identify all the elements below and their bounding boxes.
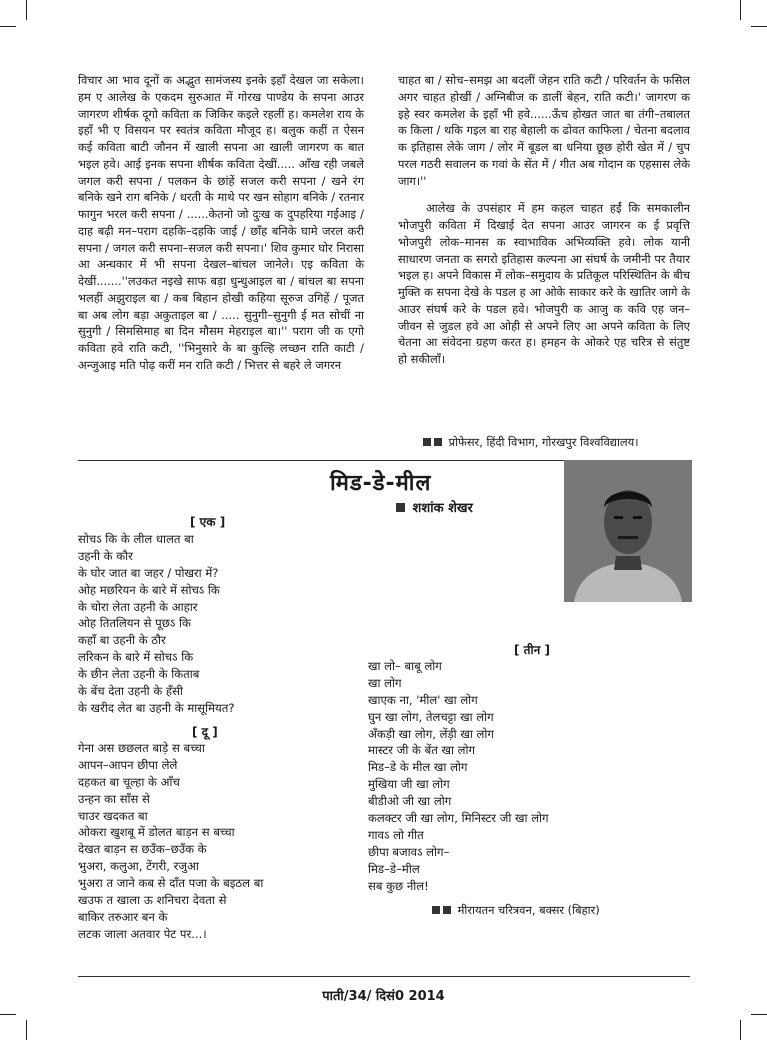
poem-line: खा लोग — [368, 675, 402, 690]
poem-line: घुन खा लोग, तेलचट्टा खा लोग — [368, 709, 494, 724]
square-bullet-icon — [432, 906, 440, 914]
crop-mark-bottom-right-h — [751, 1014, 767, 1015]
crop-mark-bottom-right — [740, 1020, 741, 1040]
poem-author — [396, 498, 473, 516]
poem-line: भुअरा, कलुआ, टेंगरी, रजुआ — [78, 859, 199, 874]
poem-address — [432, 903, 600, 918]
address-text: मीरायतन चरित्रवन, बक्सर (बिहार) — [457, 903, 600, 917]
portrait-illustration — [564, 460, 692, 602]
author-portrait-photo — [564, 460, 692, 602]
article-signature — [423, 435, 639, 450]
article-left-text: विचार आ भाव दूनों क अद्भुत सामंजस्य इनके इहाँ देखल जा सकेला। हम ए आलेख के एकदम सुरुआत में गोरख पाण्डेय के सपना आउर जागरण शीर्षक दूगो कविता क जिकिर कइले रहलीं ह। कमलेश राय के इहाँ भी ए विसयन पर स्वतंत्र कविता मौजूद ह। बलुक कहीं त ऐसन कई कविता बाटी जौनन में खाली सपना आ खाली जागरण क बात भइल हवे। आई इनक सपना शीर्षक कविता देखीं..... आँख रही जबले जगल करी सपना / पलकन के छांहें सजल करी सपना / खने रंग बनिके खने राग बनिके / धरती के माथे पर खन सोहाग बनिके / रतनार फागुन भरल करी सपना / ......केतनो जो दुःख क दुपहरिया गईआइ / दाह बढ़ी मन–पराग दहकि–दहकि जाई / छाँह बनिके घामे जरल करी सपना / जगल करी सपना–सजल करी सपना।' शिव कुमार घोर निरासा आ अन्धकार में भी सपना देखल–बांचल जानेले। एइ कविता के देखीं.......''लउकत नइखे साफ बड़ा धुन्धुआइल बा / बांचल बा सपना भलहीं अझुराइल बा / कब बिहान होखी कहिया सूरुज उगिहें / पूजत बा अब लोग बड़ा अकुताइल बा / ..... सुनुगी–सुनुगी ई मत सोचीं ना सुनुगी / सिमसिमाह बा दिन मौसम मेहराइल बा।'' पराग जी क एगो कविता हवे राति कटी, ''भिनुसारे के बा कुल्हि लच्छन राति काटी / अन्जुआइ मति पोढ़ करीं मन राति कटी / भित्तर से बहरे ले जगरन — [78, 73, 364, 372]
poem-line: खउफ त खाला ऊ शनिचरा देवता से — [78, 893, 227, 908]
poem-line: लरिकन के बारे में सोचऽ कि — [78, 650, 194, 665]
poem-part-two-heading: [ दू ] — [192, 725, 218, 739]
poem-line: बाकिर तरुआर बन के — [78, 909, 168, 924]
poem-line: उहनी के कौर — [78, 548, 133, 563]
poem-line: के चोरा लेता उहनी के आहार — [78, 599, 198, 614]
poem-line: के घोर जात बा जहर / पोखरा में? — [78, 565, 219, 580]
page-footer: पाती/34/ दिसं0 2014 — [322, 989, 445, 1004]
crop-mark-top-left — [26, 0, 27, 20]
poem-line: के छीन लेता उहनी के किताब — [78, 667, 200, 682]
square-bullet-icon — [396, 503, 405, 512]
poem-line: ओकरा खुशबू में डोलत बाड़न स बच्चा — [78, 825, 235, 840]
footer-divider — [78, 976, 690, 977]
poem-line: मिड–डे के मील खा लोग — [368, 760, 468, 775]
poem-line: सोचऽ कि के लील धालत बा — [78, 532, 194, 546]
poem-part-one — [78, 531, 235, 717]
crop-mark-top-left-h — [0, 26, 16, 27]
article-right-column — [398, 72, 690, 368]
poem-line: उन्हन का साँस से — [78, 791, 150, 806]
poem-line: के बेंच देता उहनी के हँसी — [78, 684, 183, 699]
crop-mark-top-right-h — [751, 26, 767, 27]
poem-line: खाएक ना, 'मील' खा लोग — [368, 692, 478, 707]
poem-line: ओह मछरियन के बारे में सोचऽ कि — [78, 582, 220, 597]
signature-text: प्रोफेसर, हिंदी विभाग, गोरखपुर विश्वविद्यालय। — [448, 435, 639, 449]
poem-line: देखत बाड़न स छउँक–छउँक के — [78, 842, 207, 857]
author-name: शशांक शेखर — [412, 501, 473, 516]
poem-line: मिड–डे–मील — [368, 861, 420, 876]
poem-part-three-heading: [ तीन ] — [514, 643, 550, 657]
article-right-para-2: आलेख के उपसंहार में हम कहल चाहत हईं कि समकालीन भोजपुरी कविता में दिखाई देत सपना आउर जागरन क ई प्रवृत्ति भोजपुरी लोक–मानस क स्वाभाविक अभिव्यक्ति हवे। लोक यानी साधारण जनता क सगरो इतिहास कल्पना आ संघर्ष के जमीनी पर तैयार भइल ह। अपने विकास में लोक–समुदाय के प्रतिकूल परिस्थितिन के बीच मुक्ति क सपना देखे के पडल ह आ ओके साकार करे के खातिर जागे के आउर संघर्ष करे के पडल हवे। भोजपुरी क आजु क कवि एह जन–जीवन से जुडल हवे आ ओही से अपने लिए आ अपने कविता के लिए चेतना आ संवेदना ग्रहण करत ह। हमहन के ओकरे एह चरित्र से संतुष्ट हो सकीलाँ। — [398, 201, 690, 366]
poem-line: ओह तितलियन से पूछऽ कि — [78, 616, 191, 631]
poem-line: खा लो– बाबू लोग — [368, 659, 442, 673]
poem-part-two — [78, 740, 263, 943]
poem-line: भुअरा त जाने कब से दाँत पजा के बइठल बा — [78, 876, 264, 891]
square-bullet-icon — [423, 438, 431, 446]
poem-line: सब कुछ नील! — [368, 878, 429, 893]
poem-line: दहकत बा चूल्हा के आँच — [78, 774, 180, 789]
poem-line: छीपा बजावऽ लोग– — [368, 844, 450, 859]
poem-line: आपन–आपन छीपा लेले — [78, 757, 178, 772]
crop-mark-top-right — [740, 0, 741, 20]
crop-mark-bottom-left-h — [0, 1014, 16, 1015]
article-left-column — [78, 72, 364, 374]
poem-line: अँकड़ी खा लोग, लेंड़ी खा लोग — [368, 726, 494, 741]
article-right-para-1: चाहत बा / सोच–समझ आ बदलीं जेहन राति कटी / परिवर्तन के फसिल अगर चाहत होखीं / अग्निबीज क डालीं बेहन, राति कटी।' जागरण क इहे स्वर कमलेश के इहाँ भी हवे......ऊँच होखत जात बा तंगी–तबालत क किला / थकि गइल बा राह बेहाली क ढोवत काफिला / चेतना बदलाव क इतिहास लेके जाग / लोर में बूडल बा धनिया छूछ होरी खेत में / चुप परल गठरी सवालन क गवां के सेंत में / गीत अब गोदान क एहसास लेके जाग।'' — [398, 73, 690, 188]
poem-part-one-heading: [ एक ] — [190, 515, 226, 529]
poem-line: लटक जाला अतवार पेट पर...। — [78, 926, 207, 941]
square-bullet-icon — [443, 906, 451, 914]
poem-line: बीडीओ जी खा लोग — [368, 794, 452, 809]
poem-line: कहाँ बा उहनी के ठौर — [78, 633, 166, 648]
poem-part-three — [368, 658, 549, 894]
poem-line: गेना अस छछलत बाड़े स बच्चा — [78, 741, 205, 755]
poem-line: मुखिया जी खा लोग — [368, 777, 450, 792]
square-bullet-icon — [434, 438, 442, 446]
poem-line: मास्टर जी के बेंत खा लोग — [368, 743, 476, 758]
crop-mark-bottom-left — [26, 1020, 27, 1040]
poem-line: कलक्टर जी खा लोग, मिनिस्टर जी खा लोग — [368, 811, 549, 826]
poem-line: के खरीद लेत बा उहनी के मासूमियत? — [78, 700, 235, 715]
poem-title: मिड-डे-मील — [330, 471, 432, 496]
poem-line: चाउर खदकत बा — [78, 808, 148, 823]
poem-line: गावऽ लो गीत — [368, 827, 424, 842]
